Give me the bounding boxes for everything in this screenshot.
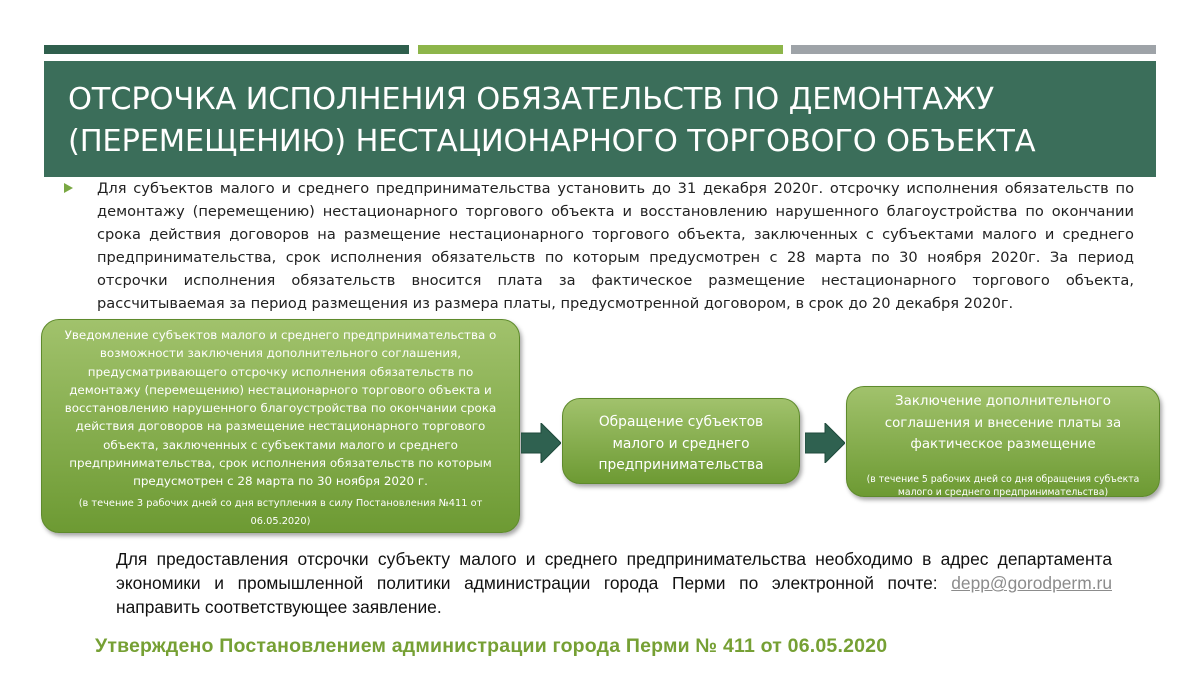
right-arrow-icon (805, 423, 845, 463)
flow-step-agreement-note: (в течение 5 рабочих дней со дня обращения субъекта малого и среднего предпринимательства) (866, 473, 1140, 498)
flow-step-notification-text: Уведомление субъектов малого и среднего предпринимательства о возможности заключения дополнительного соглашения, предусматривающего отсрочку исполнения обязательств по демонтажу (перемещению) нестационарного торгового объекта и восстановлению нарушенного благоустройства по окончании срока действия договоров на размещение нестационарного торгового объекта, заключенных с субъектами малого и среднего предпринимательства, срок исполнения обязательств по которым предусмотрен с 28 марта по 30 ноября 2020 г. (64, 328, 497, 489)
approval-footer: Утверждено Постановлением администрации города Перми № 411 от 06.05.2020 (95, 635, 888, 657)
arrow-bullet-icon (64, 183, 73, 193)
application-instructions (116, 547, 1112, 619)
slide-title-line-2: (ПЕРЕМЕЩЕНИЮ) НЕСТАЦИОНАРНОГО ТОРГОВОГО ОБЪЕКТА (68, 124, 1036, 159)
main-paragraph: Для субъектов малого и среднего предпринимательства установить до 31 декабря 2020г. отсрочку исполнения обязательств по демонтажу (перемещению) нестационарного торгового объекта и восстановлению нарушенного благоустройства по окончании срока действия договоров на размещение нестационарного торгового объекта, заключенных с субъектами малого и среднего предпринимательства, срок исполнения обязательств по которым предусмотрен с 28 марта по 30 ноября 2020г. За период отсрочки исполнения обязательств вносится плата за фактическое размещение нестационарного торгового объекта, рассчитываемая за период размещения из размера платы, предусмотренной договором, в срок до 20 декабря 2020г. (97, 180, 1134, 312)
flow-step-agreement (846, 386, 1160, 497)
email-link[interactable]: depp@gorodperm.ru (951, 573, 1112, 593)
flow-step-notification (41, 319, 520, 533)
slide-title (44, 61, 1156, 177)
instructions-text: Для предоставления отсрочки субъекту малого и среднего предпринимательства необходимо в адрес департамента экономики и промышленной политики администрации города Перми по электронной почте: (116, 549, 1112, 593)
right-arrow-icon (521, 423, 561, 463)
flow-step-agreement-text: Заключение дополнительного соглашения и внесение платы за фактическое размещение (884, 394, 1122, 452)
flow-step-application-text: Обращение субъектов малого и среднего предпринимательства (598, 414, 764, 473)
flow-step-notification-note: (в течение 3 рабочих дней со дня вступления в силу Постановления №411 от 06.05.2020) (78, 497, 483, 527)
top-stripe-light-green (418, 45, 783, 54)
flow-step-application (562, 398, 800, 484)
top-stripe-dark-green (44, 45, 409, 54)
top-stripe-grey (791, 45, 1156, 54)
slide-title-line-1: ОТСРОЧКА ИСПОЛНЕНИЯ ОБЯЗАТЕЛЬСТВ ПО ДЕМОНТАЖУ (68, 82, 995, 117)
instructions-text-end: направить соответствующее заявление. (116, 597, 442, 617)
